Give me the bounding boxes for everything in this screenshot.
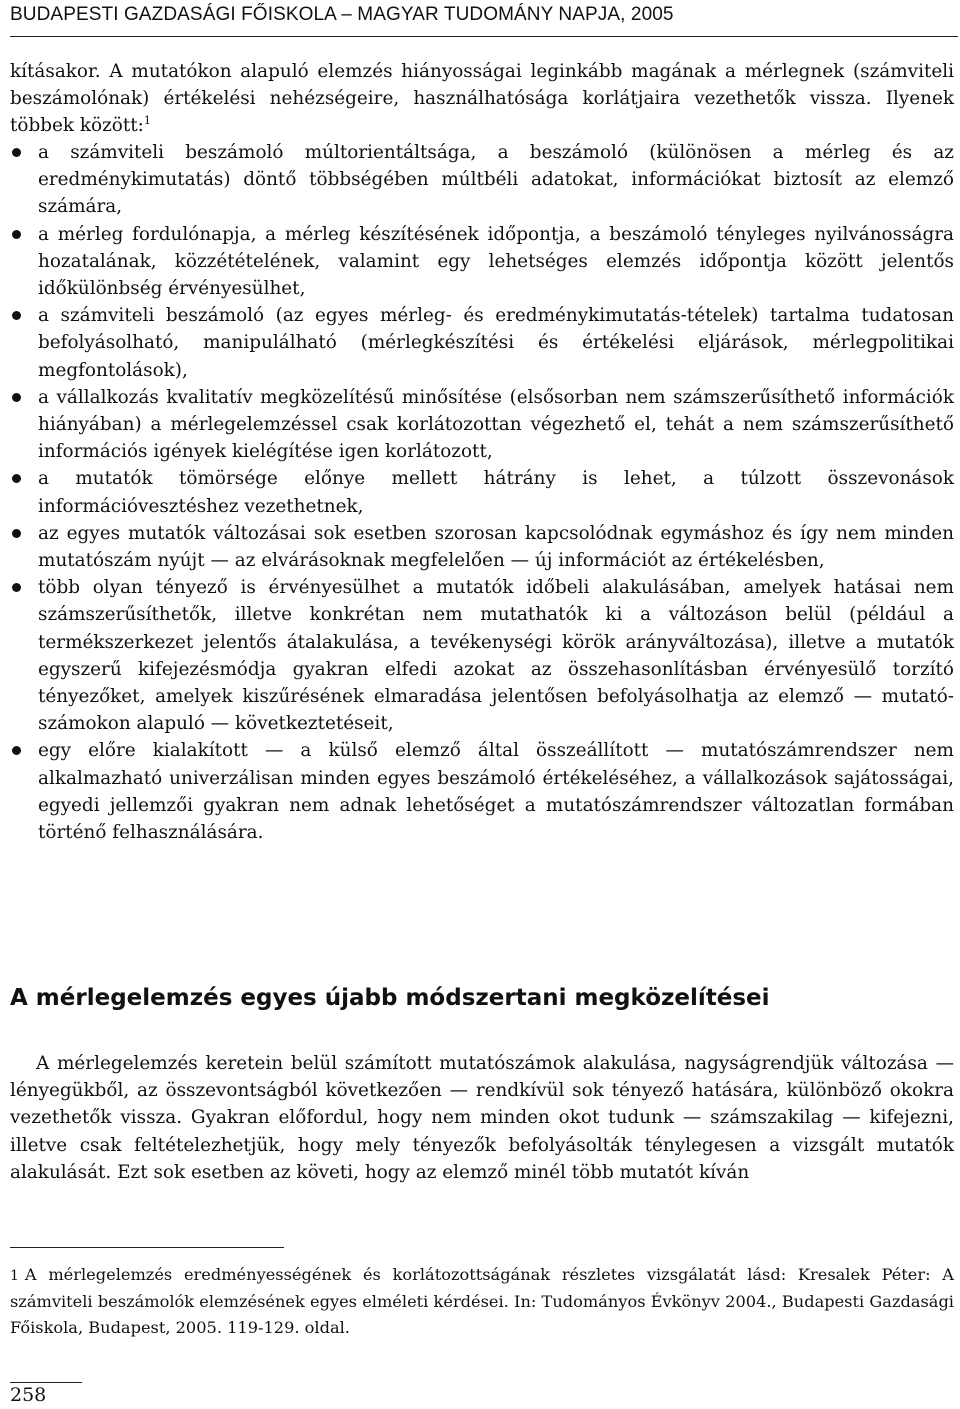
list-item xyxy=(10,574,954,737)
list-item xyxy=(10,384,954,466)
bullet-icon xyxy=(12,230,21,239)
list-item xyxy=(10,520,954,574)
bullet-icon xyxy=(12,148,21,157)
list-item-text: a vállalkozás kvalitatív megközelítésű minősítése (elsősorban nem számszerűsíthető információk hiányában) a mérlegelemzéssel csak korlátozottan végezhető el, tehát a nem számszerűsíthető információs igények kielégítése igen korlátozott, xyxy=(38,386,954,463)
list-item-text: a számviteli beszámoló múltorientáltsága, a beszámoló (különösen a mérleg és az eredménykimutatás) döntő többségében múltbéli adatokat, információkat biztosít az elemző számára, xyxy=(38,142,954,218)
bullet-icon xyxy=(12,529,21,538)
list-item-text: a számviteli beszámoló (az egyes mérleg- és eredménykimutatás-tételek) tartalma tudatosan befolyásolható, manipulálható (mérlegkészítési és értékelési eljárások, mérlegpolitikai megfontolások), xyxy=(38,305,954,381)
list-item-text: több olyan tényező is érvényesülhet a mutatók időbeli alakulásában, amelyek hatásai nem számszerűsíthetők, illetve konkrétan nem mutathatók ki a változáson belül (például a termékszerkezet jelentős átalakulása, a tevékenységi körök arányváltozása), illetve a mutatók egyszerű kifejezésmódja gyakran elfedi azokat az összehasonlításban érvényesülő torzító tényezőket, amelyek kiszűrésének elmaradása jelentősen befolyásolhatja az elemző — mutatószámokon alapuló — következtetéseit, xyxy=(38,577,954,735)
list-item-text: egy előre kialakított — a külső elemző által összeállított — mutatószámrendszer nem alkalmazható univerzálisan minden egyes beszámoló értékeléséhez, a vállalkozások sajátosságai, egyedi jellemzői gyakran nem adnak lehetőséget a mutatószámrendszer változatlan formában történő felhasználására. xyxy=(38,740,954,844)
section-paragraph: A mérlegelemzés keretein belül számított mutatószámok alakulása, nagyságrendjük változása — lényegükből, az összevontságból következően — rendkívül sok tényező hatására, különböző okokra vezethetők vissza. Gyakran előfordul, hogy nem minden okot tudunk — számszakilag — kifejezni, illetve csak feltételezhetjük, hogy mely tényezők befolyásolták ténylegesen a vizsgált mutatók alakulását. Ezt sok esetben az követi, hogy az elemző minél több mutatót kíván xyxy=(10,1053,954,1183)
bullet-icon xyxy=(12,474,21,483)
footnote-text: A mérlegelemzés eredményességének és korlátozottságának részletes vizsgálatát lásd: Kresalek Péter: A számviteli beszámolók elemzésének egyes elméleti kérdései. In: Tudományos Évkönyv 2004., Budapesti Gazdasági Főiskola, Budapest, 2005. 119-129. oldal. xyxy=(10,1265,954,1337)
bullet-icon xyxy=(12,311,21,320)
list-item xyxy=(10,221,954,303)
intro-paragraph xyxy=(10,58,954,140)
footnote-reference[interactable]: 1 xyxy=(143,114,151,128)
bullet-icon xyxy=(12,746,21,755)
bullet-icon xyxy=(12,393,21,402)
running-header: BUDAPESTI GAZDASÁGI FŐISKOLA – MAGYAR TUDOMÁNY NAPJA, 2005 xyxy=(10,4,674,25)
list-item xyxy=(10,139,954,221)
footnote-mark: 1 xyxy=(10,1268,19,1284)
list-item-text: az egyes mutatók változásai sok esetben szorosan kapcsolódnak egymáshoz és így nem minden mutatószám nyújt — az elvárásoknak megfelelően — új információt az értékelésben, xyxy=(38,522,954,572)
limitations-list xyxy=(10,139,954,846)
header-rule xyxy=(10,36,958,37)
list-item xyxy=(10,465,954,519)
list-item xyxy=(10,737,954,846)
list-item-text: a mutatók tömörsége előnye mellett hátrány is lehet, a túlzott összevonások információvesztéshez vezethetnek, xyxy=(38,468,954,517)
footnote-rule xyxy=(10,1247,284,1248)
page-number: 258 xyxy=(10,1384,47,1406)
section-heading: A mérlegelemzés egyes újabb módszertani megközelítései xyxy=(10,985,770,1011)
intro-text: kításakor. A mutatókon alapuló elemzés hiányosságai leginkább magának a mérlegnek (számviteli beszámolónak) értékelési nehézségeire, használhatósága korlátjaira vezethetők vissza. Ilyenek többek között: xyxy=(10,61,954,137)
page-number-rule xyxy=(10,1382,82,1383)
list-item-text: a mérleg fordulónapja, a mérleg készítésének időpontja, a beszámoló tényleges nyilvánosságra hozatalának, közzétételének, valamint egy lehetséges elemzés időpontja között jelentős időkülönbség érvényesülhet, xyxy=(38,223,954,300)
list-item xyxy=(10,302,954,384)
footnote xyxy=(10,1262,954,1341)
bullet-icon xyxy=(12,583,21,592)
